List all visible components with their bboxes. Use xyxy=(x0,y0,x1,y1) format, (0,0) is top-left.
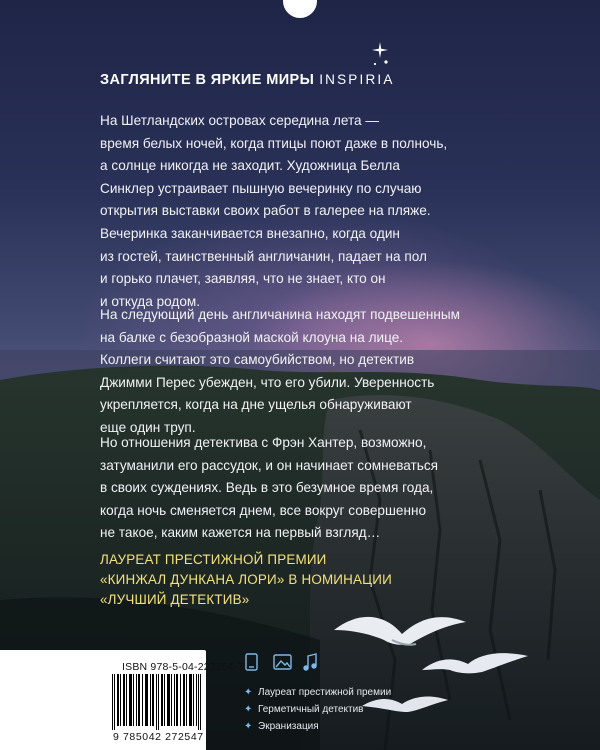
feature-label: Лауреат престижной премии xyxy=(258,687,392,698)
synopsis-paragraph-1: На Шетландских островах середина лета — время белых ночей, когда птицы поют даже в полночь, а солнце никогда не заходит. Художница Белла Синклер устраивает пышную вечеринку по случаю открытия выставки своих работ в галерее на пляже. Вечеринка заканчивается внезапно, когда один из гостей, таинственный англичанин, падает на пол и горько плачет, заявляя, что не знает, кто он и откуда родом. xyxy=(100,113,448,309)
star-icon: ✦ xyxy=(244,721,253,732)
brand-name: INSPIRIA xyxy=(319,72,395,87)
barcode xyxy=(112,674,202,730)
award-text: ЛАУРЕАТ ПРЕСТИЖНОЙ ПРЕМИИ «КИНЖАЛ ДУНКАНА ЛОРИ» В НОМИНАЦИИ «ЛУЧШИЙ ДЕТЕКТИВ» xyxy=(100,552,392,607)
music-note-icon xyxy=(304,654,316,670)
star-icon: ✦ xyxy=(244,704,253,715)
image-icon xyxy=(274,655,291,669)
barcode-number: 9 785042 272547 > xyxy=(113,731,214,743)
isbn-text: ISBN 978-5-04-227254-7 xyxy=(122,661,244,673)
list-item xyxy=(244,718,444,735)
tablet-icon xyxy=(246,654,257,670)
series-header xyxy=(100,72,500,96)
synopsis-paragraph-2: На следующий день англичанина находят подвешенным на балке с безобразной маской клоуна на лице. Коллеги считают это самоубийством, но детектив Джимми Перес убежден, что его убили. Уверенность укрепляется, когда на дне ущелья обнаруживают еще один труп. xyxy=(100,307,460,435)
list-item xyxy=(244,684,444,701)
synopsis-paragraph-3: Но отношения детектива с Фрэн Хантер, возможно, затуманили его рассудок, и он начинает сомневаться в своих суждениях. Ведь в это безумное время года, когда ночь сменяется днем, все вокруг совершенно не такое, каким кажется на первый взгляд… xyxy=(100,435,438,541)
feature-label: Герметичный детектив xyxy=(258,704,364,715)
series-title: ЗАГЛЯНИТЕ В ЯРКИЕ МИРЫ xyxy=(100,72,315,88)
features-list xyxy=(244,684,444,735)
list-item xyxy=(244,701,444,718)
star-icon: ✦ xyxy=(244,687,253,698)
feature-label: Экранизация xyxy=(258,721,319,732)
sparkle-icon xyxy=(370,40,390,68)
seagull-illustration xyxy=(420,640,530,680)
format-icons xyxy=(244,652,324,672)
top-notch xyxy=(283,0,317,18)
